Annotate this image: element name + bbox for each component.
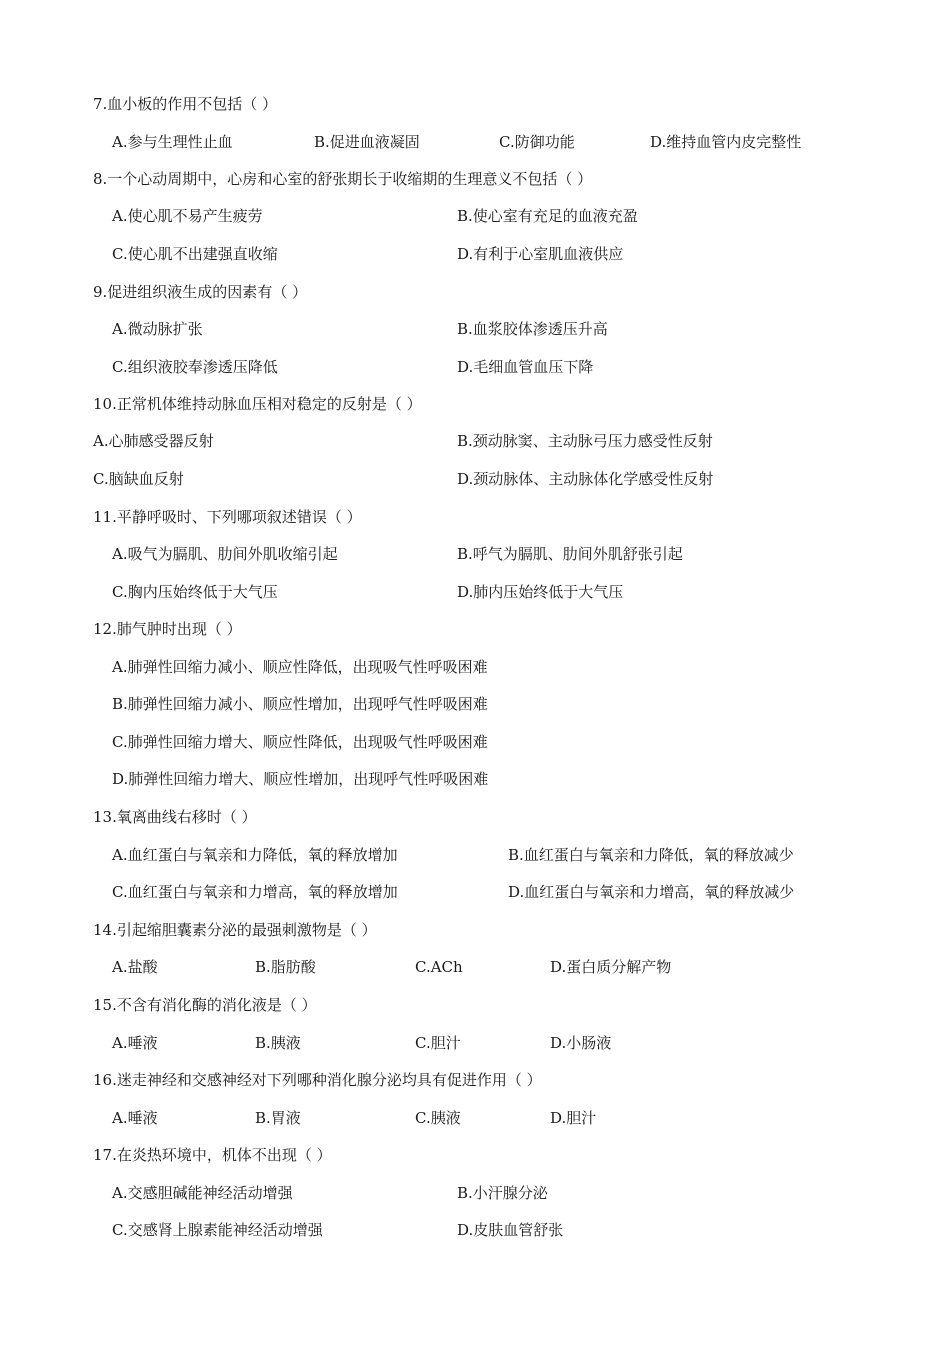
option: D.小肠液	[550, 1034, 612, 1052]
option: D.蛋白质分解产物	[550, 958, 672, 976]
question-stem: 7.血小板的作用不包括（ ）	[93, 95, 278, 113]
option: A.参与生理性止血	[112, 133, 233, 151]
option: B.脂肪酸	[255, 958, 316, 976]
option: D.肺弹性回缩力增大、顺应性增加，出现呼气性呼吸困难	[112, 770, 489, 788]
option: C.胰液	[415, 1109, 461, 1127]
option: C.组织液胶奉渗透压降低	[112, 358, 278, 376]
option: B.胰液	[255, 1034, 301, 1052]
option: B.胃液	[255, 1109, 301, 1127]
option: C.肺弹性回缩力增大、顺应性降低，出现吸气性呼吸困难	[112, 733, 488, 751]
option: D.毛细血管血压下降	[457, 358, 594, 376]
option: D.皮肤血管舒张	[457, 1221, 564, 1239]
option: D.维持血管内皮完整性	[650, 133, 802, 151]
question-stem: 13.氧离曲线右移时（ ）	[93, 808, 257, 826]
question-stem: 14.引起缩胆囊素分泌的最强刺激物是（ ）	[93, 921, 377, 939]
option: B.颈动脉窦、主动脉弓压力感受性反射	[457, 432, 713, 450]
option: A.吸气为膈肌、肋间外肌收缩引起	[112, 545, 338, 563]
option: A.盐酸	[112, 958, 158, 976]
option: C.交感肾上腺素能神经活动增强	[112, 1221, 323, 1239]
option: C.胸内压始终低于大气压	[112, 583, 278, 601]
option: A.唾液	[112, 1034, 158, 1052]
option: A.唾液	[112, 1109, 158, 1127]
option: D.有利于心室肌血液供应	[457, 245, 624, 263]
question-stem: 8.一个心动周期中，心房和心室的舒张期长于收缩期的生理意义不包括（ ）	[93, 170, 593, 188]
question-stem: 12.肺气肿时出现（ ）	[93, 620, 242, 638]
option: B.促进血液凝固	[314, 133, 420, 151]
option: C.血红蛋白与氧亲和力增高，氧的释放增加	[112, 883, 398, 901]
option: A.使心肌不易产生疲劳	[112, 207, 263, 225]
option: C.胆汁	[415, 1034, 461, 1052]
option: B.呼气为膈肌、肋间外肌舒张引起	[457, 545, 683, 563]
option: B.小汗腺分泌	[457, 1184, 548, 1202]
question-stem: 9.促进组织液生成的因素有（ ）	[93, 283, 308, 301]
option: A.肺弹性回缩力减小、顺应性降低，出现吸气性呼吸困难	[112, 658, 488, 676]
option: A.血红蛋白与氧亲和力降低，氧的释放增加	[112, 846, 398, 864]
option: C.ACh	[415, 958, 463, 976]
option: B.使心室有充足的血液充盈	[457, 207, 638, 225]
question-stem: 10.正常机体维持动脉血压相对稳定的反射是（ ）	[93, 395, 422, 413]
question-stem: 16.迷走神经和交感神经对下列哪种消化腺分泌均具有促进作用（ ）	[93, 1071, 542, 1089]
option: B.肺弹性回缩力减小、顺应性增加，出现呼气性呼吸困难	[112, 695, 488, 713]
option: C.使心肌不出建强直收缩	[112, 245, 278, 263]
option: A.交感胆碱能神经活动增强	[112, 1184, 293, 1202]
question-stem: 17.在炎热环境中，机体不出现（ ）	[93, 1146, 332, 1164]
question-stem: 11.平静呼吸时、下列哪项叙述错误（ ）	[93, 508, 362, 526]
option: B.血红蛋白与氧亲和力降低，氧的释放减少	[508, 846, 794, 864]
option: A.微动脉扩张	[112, 320, 203, 338]
option: C.防御功能	[499, 133, 575, 151]
option: D.颈动脉体、主动脉体化学感受性反射	[457, 470, 714, 488]
option: D.胆汁	[550, 1109, 597, 1127]
option: C.脑缺血反射	[93, 470, 184, 488]
option: A.心肺感受器反射	[93, 432, 214, 450]
option: D.血红蛋白与氧亲和力增高，氧的释放减少	[508, 883, 795, 901]
option: B.血浆胶体渗透压升高	[457, 320, 608, 338]
option: D.肺内压始终低于大气压	[457, 583, 624, 601]
question-stem: 15.不含有消化酶的消化液是（ ）	[93, 996, 317, 1014]
